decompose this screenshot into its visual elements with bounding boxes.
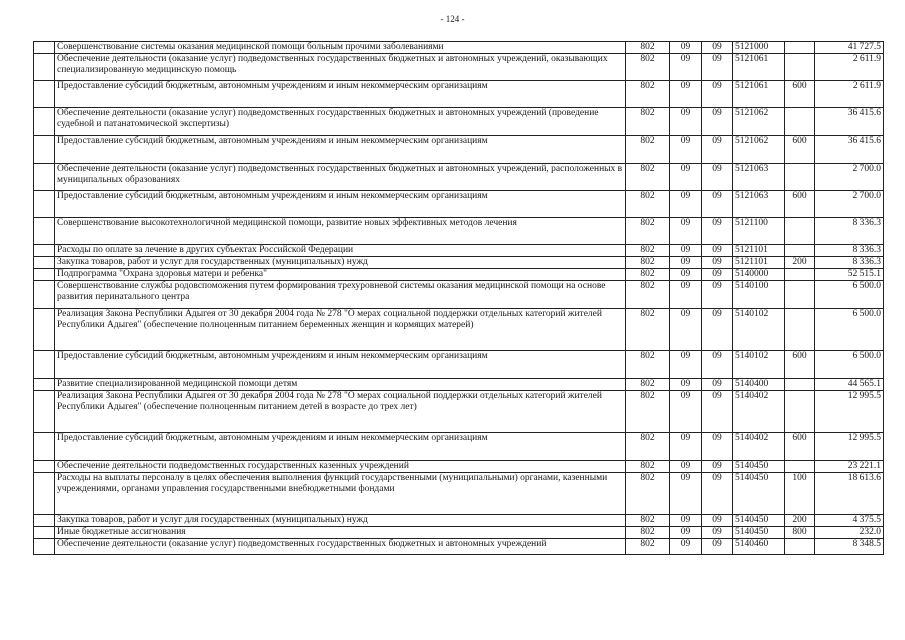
target-article-cell: 5121062 xyxy=(733,108,785,136)
item-name-cell: Предоставление субсидий бюджетным, автономным учреждениям и иным некоммерческим организациям xyxy=(55,433,626,461)
table-row xyxy=(34,136,884,164)
target-article-cell: 5140402 xyxy=(733,391,785,433)
subsection-code-cell: 09 xyxy=(702,461,733,473)
amount-cell: 44 565.1 xyxy=(815,379,884,391)
table-row xyxy=(34,539,884,555)
blank-cell xyxy=(34,351,55,379)
expense-type-cell xyxy=(785,54,815,81)
expense-type-cell xyxy=(785,218,815,245)
target-article-cell: 5121063 xyxy=(733,164,785,191)
grbs-code-cell: 802 xyxy=(626,218,670,245)
amount-cell: 2 700.0 xyxy=(815,191,884,218)
blank-cell xyxy=(34,191,55,218)
amount-cell: 2 611.9 xyxy=(815,54,884,81)
target-article-cell: 5121061 xyxy=(733,81,785,108)
budget-table xyxy=(33,41,884,555)
blank-cell xyxy=(34,54,55,81)
table-row xyxy=(34,379,884,391)
amount-cell: 41 727.5 xyxy=(815,42,884,54)
item-name-cell: Обеспечение деятельности (оказание услуг) подведомственных государственных бюджетных и автономных учреждений, расположенных в муниципальных образованиях xyxy=(55,164,626,191)
grbs-code-cell: 802 xyxy=(626,164,670,191)
subsection-code-cell: 09 xyxy=(702,527,733,539)
grbs-code-cell: 802 xyxy=(626,391,670,433)
section-code-cell: 09 xyxy=(670,218,702,245)
amount-cell: 6 500.0 xyxy=(815,351,884,379)
section-code-cell: 09 xyxy=(670,351,702,379)
blank-cell xyxy=(34,391,55,433)
table-row xyxy=(34,42,884,54)
grbs-code-cell: 802 xyxy=(626,379,670,391)
expense-type-cell: 200 xyxy=(785,257,815,269)
expense-type-cell xyxy=(785,309,815,351)
grbs-code-cell: 802 xyxy=(626,309,670,351)
section-code-cell: 09 xyxy=(670,164,702,191)
amount-cell: 8 336.3 xyxy=(815,245,884,257)
subsection-code-cell: 09 xyxy=(702,515,733,527)
grbs-code-cell: 802 xyxy=(626,136,670,164)
subsection-code-cell: 09 xyxy=(702,54,733,81)
amount-cell: 4 375.5 xyxy=(815,515,884,527)
blank-cell xyxy=(34,379,55,391)
subsection-code-cell: 09 xyxy=(702,257,733,269)
blank-cell xyxy=(34,539,55,555)
blank-cell xyxy=(34,281,55,309)
section-code-cell: 09 xyxy=(670,136,702,164)
item-name-cell: Реализация Закона Республики Адыгея от 30 декабря 2004 года № 278 "О мерах социальной поддержки отдельных категорий жителей Республики Адыгея" (обеспечение полноценным питанием детей в возрасте до трех лет) xyxy=(55,391,626,433)
amount-cell: 232.0 xyxy=(815,527,884,539)
table-row xyxy=(34,108,884,136)
subsection-code-cell: 09 xyxy=(702,108,733,136)
target-article-cell: 5140450 xyxy=(733,461,785,473)
grbs-code-cell: 802 xyxy=(626,539,670,555)
expense-type-cell xyxy=(785,42,815,54)
target-article-cell: 5121000 xyxy=(733,42,785,54)
item-name-cell: Обеспечение деятельности подведомственных государственных казенных учреждений xyxy=(55,461,626,473)
expense-type-cell xyxy=(785,164,815,191)
table-row xyxy=(34,461,884,473)
section-code-cell: 09 xyxy=(670,473,702,515)
blank-cell xyxy=(34,527,55,539)
target-article-cell: 5121100 xyxy=(733,218,785,245)
item-name-cell: Совершенствование службы родовспоможения путем формирования трехуровневой системы оказания медицинской помощи на основе развития перинатального центра xyxy=(55,281,626,309)
table-row xyxy=(34,191,884,218)
blank-cell xyxy=(34,245,55,257)
table-row xyxy=(34,309,884,351)
item-name-cell: Предоставление субсидий бюджетным, автономным учреждениям и иным некоммерческим организациям xyxy=(55,81,626,108)
amount-cell: 12 995.5 xyxy=(815,433,884,461)
grbs-code-cell: 802 xyxy=(626,245,670,257)
section-code-cell: 09 xyxy=(670,461,702,473)
item-name-cell: Иные бюджетные ассигнования xyxy=(55,527,626,539)
expense-type-cell: 600 xyxy=(785,433,815,461)
item-name-cell: Подпрограмма "Охрана здоровья матери и ребенка" xyxy=(55,269,626,281)
table-row xyxy=(34,351,884,379)
expense-type-cell xyxy=(785,391,815,433)
section-code-cell: 09 xyxy=(670,391,702,433)
target-article-cell: 5140460 xyxy=(733,539,785,555)
table-row xyxy=(34,515,884,527)
target-article-cell: 5140102 xyxy=(733,309,785,351)
blank-cell xyxy=(34,257,55,269)
section-code-cell: 09 xyxy=(670,309,702,351)
section-code-cell: 09 xyxy=(670,191,702,218)
blank-cell xyxy=(34,81,55,108)
item-name-cell: Закупка товаров, работ и услуг для государственных (муниципальных) нужд xyxy=(55,515,626,527)
amount-cell: 8 348.5 xyxy=(815,539,884,555)
subsection-code-cell: 09 xyxy=(702,164,733,191)
table-row xyxy=(34,391,884,433)
amount-cell: 52 515.1 xyxy=(815,269,884,281)
section-code-cell: 09 xyxy=(670,539,702,555)
target-article-cell: 5140102 xyxy=(733,351,785,379)
subsection-code-cell: 09 xyxy=(702,539,733,555)
table-row xyxy=(34,54,884,81)
subsection-code-cell: 09 xyxy=(702,379,733,391)
section-code-cell: 09 xyxy=(670,42,702,54)
item-name-cell: Предоставление субсидий бюджетным, автономным учреждениям и иным некоммерческим организациям xyxy=(55,351,626,379)
section-code-cell: 09 xyxy=(670,433,702,461)
subsection-code-cell: 09 xyxy=(702,309,733,351)
blank-cell xyxy=(34,433,55,461)
target-article-cell: 5121062 xyxy=(733,136,785,164)
grbs-code-cell: 802 xyxy=(626,269,670,281)
item-name-cell: Развитие специализированной медицинской помощи детям xyxy=(55,379,626,391)
expense-type-cell xyxy=(785,281,815,309)
item-name-cell: Предоставление субсидий бюджетным, автономным учреждениям и иным некоммерческим организациям xyxy=(55,191,626,218)
target-article-cell: 5140100 xyxy=(733,281,785,309)
grbs-code-cell: 802 xyxy=(626,54,670,81)
item-name-cell: Предоставление субсидий бюджетным, автономным учреждениям и иным некоммерческим организациям xyxy=(55,136,626,164)
blank-cell xyxy=(34,309,55,351)
section-code-cell: 09 xyxy=(670,515,702,527)
subsection-code-cell: 09 xyxy=(702,269,733,281)
grbs-code-cell: 802 xyxy=(626,461,670,473)
expense-type-cell xyxy=(785,269,815,281)
blank-cell xyxy=(34,461,55,473)
blank-cell xyxy=(34,218,55,245)
table-row xyxy=(34,269,884,281)
grbs-code-cell: 802 xyxy=(626,281,670,309)
subsection-code-cell: 09 xyxy=(702,191,733,218)
subsection-code-cell: 09 xyxy=(702,281,733,309)
grbs-code-cell: 802 xyxy=(626,257,670,269)
item-name-cell: Совершенствование высокотехнологичной медицинской помощи, развитие новых эффективных методов лечения xyxy=(55,218,626,245)
amount-cell: 6 500.0 xyxy=(815,309,884,351)
subsection-code-cell: 09 xyxy=(702,42,733,54)
expense-type-cell xyxy=(785,379,815,391)
target-article-cell: 5140400 xyxy=(733,379,785,391)
expense-type-cell xyxy=(785,245,815,257)
table-row xyxy=(34,281,884,309)
item-name-cell: Закупка товаров, работ и услуг для государственных (муниципальных) нужд xyxy=(55,257,626,269)
grbs-code-cell: 802 xyxy=(626,108,670,136)
section-code-cell: 09 xyxy=(670,281,702,309)
item-name-cell: Обеспечение деятельности (оказание услуг) подведомственных государственных бюджетных и автономных учреждений, оказывающих специализированную медицинскую помощь xyxy=(55,54,626,81)
grbs-code-cell: 802 xyxy=(626,433,670,461)
grbs-code-cell: 802 xyxy=(626,42,670,54)
expense-type-cell xyxy=(785,539,815,555)
amount-cell: 36 415.6 xyxy=(815,108,884,136)
subsection-code-cell: 09 xyxy=(702,473,733,515)
blank-cell xyxy=(34,42,55,54)
target-article-cell: 5140450 xyxy=(733,527,785,539)
subsection-code-cell: 09 xyxy=(702,245,733,257)
grbs-code-cell: 802 xyxy=(626,191,670,218)
table-row xyxy=(34,433,884,461)
table-row xyxy=(34,257,884,269)
subsection-code-cell: 09 xyxy=(702,433,733,461)
section-code-cell: 09 xyxy=(670,269,702,281)
grbs-code-cell: 802 xyxy=(626,81,670,108)
item-name-cell: Обеспечение деятельности (оказание услуг) подведомственных государственных бюджетных и автономных учреждений (проведение судебной и патанатомической экспертизы) xyxy=(55,108,626,136)
table-row xyxy=(34,527,884,539)
amount-cell: 12 995.5 xyxy=(815,391,884,433)
expense-type-cell: 800 xyxy=(785,527,815,539)
amount-cell: 6 500.0 xyxy=(815,281,884,309)
section-code-cell: 09 xyxy=(670,257,702,269)
budget-table-body xyxy=(34,42,884,555)
section-code-cell: 09 xyxy=(670,108,702,136)
subsection-code-cell: 09 xyxy=(702,391,733,433)
table-row xyxy=(34,164,884,191)
target-article-cell: 5140450 xyxy=(733,473,785,515)
section-code-cell: 09 xyxy=(670,527,702,539)
target-article-cell: 5140450 xyxy=(733,515,785,527)
target-article-cell: 5121101 xyxy=(733,245,785,257)
expense-type-cell: 600 xyxy=(785,81,815,108)
expense-type-cell: 600 xyxy=(785,136,815,164)
grbs-code-cell: 802 xyxy=(626,515,670,527)
table-row xyxy=(34,245,884,257)
amount-cell: 2 611.9 xyxy=(815,81,884,108)
grbs-code-cell: 802 xyxy=(626,527,670,539)
item-name-cell: Совершенствование системы оказания медицинской помощи больным прочими заболеваниями xyxy=(55,42,626,54)
amount-cell: 23 221.1 xyxy=(815,461,884,473)
blank-cell xyxy=(34,108,55,136)
section-code-cell: 09 xyxy=(670,245,702,257)
amount-cell: 8 336.3 xyxy=(815,218,884,245)
amount-cell: 8 336.3 xyxy=(815,257,884,269)
target-article-cell: 5140402 xyxy=(733,433,785,461)
item-name-cell: Расходы по оплате за лечение в других субъектах Российской Федерации xyxy=(55,245,626,257)
grbs-code-cell: 802 xyxy=(626,473,670,515)
expense-type-cell: 600 xyxy=(785,351,815,379)
section-code-cell: 09 xyxy=(670,81,702,108)
blank-cell xyxy=(34,164,55,191)
expense-type-cell xyxy=(785,108,815,136)
target-article-cell: 5140000 xyxy=(733,269,785,281)
expense-type-cell xyxy=(785,461,815,473)
subsection-code-cell: 09 xyxy=(702,218,733,245)
blank-cell xyxy=(34,473,55,515)
table-row xyxy=(34,81,884,108)
section-code-cell: 09 xyxy=(670,379,702,391)
target-article-cell: 5121061 xyxy=(733,54,785,81)
blank-cell xyxy=(34,269,55,281)
blank-cell xyxy=(34,515,55,527)
grbs-code-cell: 802 xyxy=(626,351,670,379)
page-number: - 124 - xyxy=(440,14,465,24)
target-article-cell: 5121063 xyxy=(733,191,785,218)
expense-type-cell: 100 xyxy=(785,473,815,515)
item-name-cell: Реализация Закона Республики Адыгея от 30 декабря 2004 года № 278 "О мерах социальной поддержки отдельных категорий жителей Республики Адыгея" (обеспечение полноценным питанием беременных женщин и кормящих матерей) xyxy=(55,309,626,351)
item-name-cell: Расходы на выплаты персоналу в целях обеспечения выполнения функций государственными (муниципальными) органами, казенными учреждениями, органами управления государственными внебюджетными фондами xyxy=(55,473,626,515)
expense-type-cell: 600 xyxy=(785,191,815,218)
target-article-cell: 5121101 xyxy=(733,257,785,269)
subsection-code-cell: 09 xyxy=(702,81,733,108)
amount-cell: 2 700.0 xyxy=(815,164,884,191)
subsection-code-cell: 09 xyxy=(702,351,733,379)
blank-cell xyxy=(34,136,55,164)
expense-type-cell: 200 xyxy=(785,515,815,527)
amount-cell: 36 415.6 xyxy=(815,136,884,164)
table-row xyxy=(34,473,884,515)
item-name-cell: Обеспечение деятельности (оказание услуг) подведомственных государственных бюджетных и автономных учреждений xyxy=(55,539,626,555)
amount-cell: 18 613.6 xyxy=(815,473,884,515)
subsection-code-cell: 09 xyxy=(702,136,733,164)
section-code-cell: 09 xyxy=(670,54,702,81)
table-row xyxy=(34,218,884,245)
